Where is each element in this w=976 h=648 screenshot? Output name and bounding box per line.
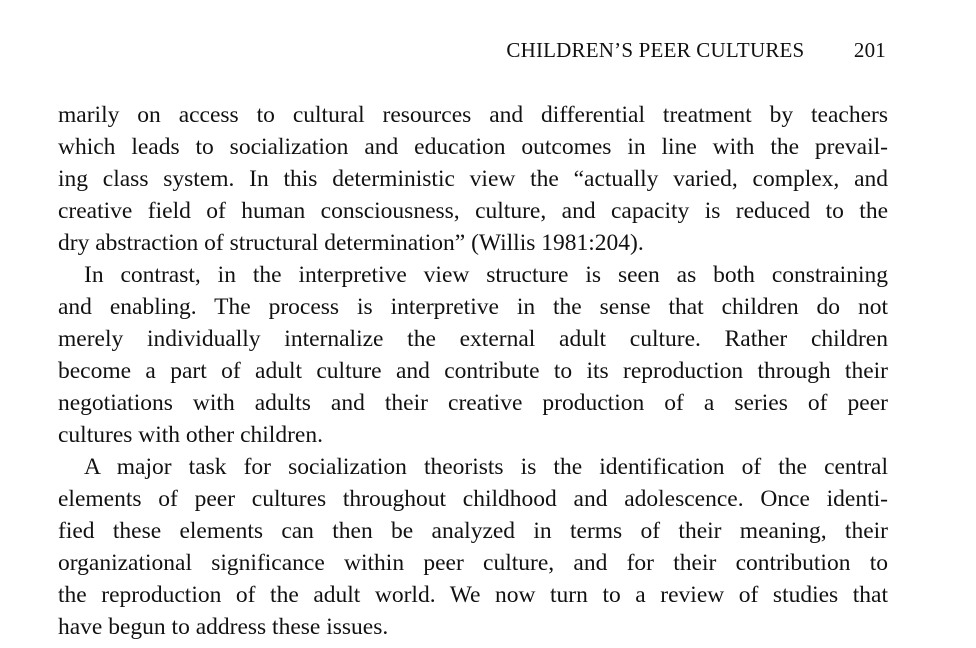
text-line: marily on access to cultural resources and differential treatment by teachers <box>58 102 888 128</box>
text-line: dry abstraction of structural determination” (Willis 1981:204). <box>58 230 644 256</box>
running-head <box>506 38 886 63</box>
text-line: creative field of human consciousness, culture, and capacity is reduced to the <box>58 198 888 224</box>
text-line: merely individually internalize the external adult culture. Rather children <box>58 326 888 352</box>
text-line: cultures with other children. <box>58 422 323 448</box>
paragraph-1 <box>58 99 888 259</box>
text-line: In contrast, in the interpretive view structure is seen as both constraining <box>84 262 888 288</box>
text-line: ing class system. In this deterministic view the “actually varied, complex, and <box>58 166 888 192</box>
text-line: become a part of adult culture and contribute to its reproduction through their <box>58 358 888 384</box>
text-line: A major task for socialization theorists is the identification of the central <box>84 454 888 480</box>
running-head-title: CHILDREN’S PEER CULTURES <box>506 38 805 62</box>
text-line: organizational significance within peer culture, and for their contribution to <box>58 550 888 576</box>
text-line: which leads to socialization and education outcomes in line with the prevail- <box>58 134 888 160</box>
text-line: fied these elements can then be analyzed in terms of their meaning, their <box>58 518 888 544</box>
text-line: have begun to address these issues. <box>58 614 389 640</box>
text-line: and enabling. The process is interpretive in the sense that children do not <box>58 294 888 320</box>
text-line: negotiations with adults and their creative production of a series of peer <box>58 390 888 416</box>
paragraph-2 <box>58 259 888 451</box>
paragraph-3 <box>58 451 888 643</box>
text-line: the reproduction of the adult world. We now turn to a review of studies that <box>58 582 888 608</box>
body-text <box>58 99 888 643</box>
page-number: 201 <box>853 38 886 62</box>
text-line: elements of peer cultures throughout childhood and adolescence. Once identi- <box>58 486 888 512</box>
